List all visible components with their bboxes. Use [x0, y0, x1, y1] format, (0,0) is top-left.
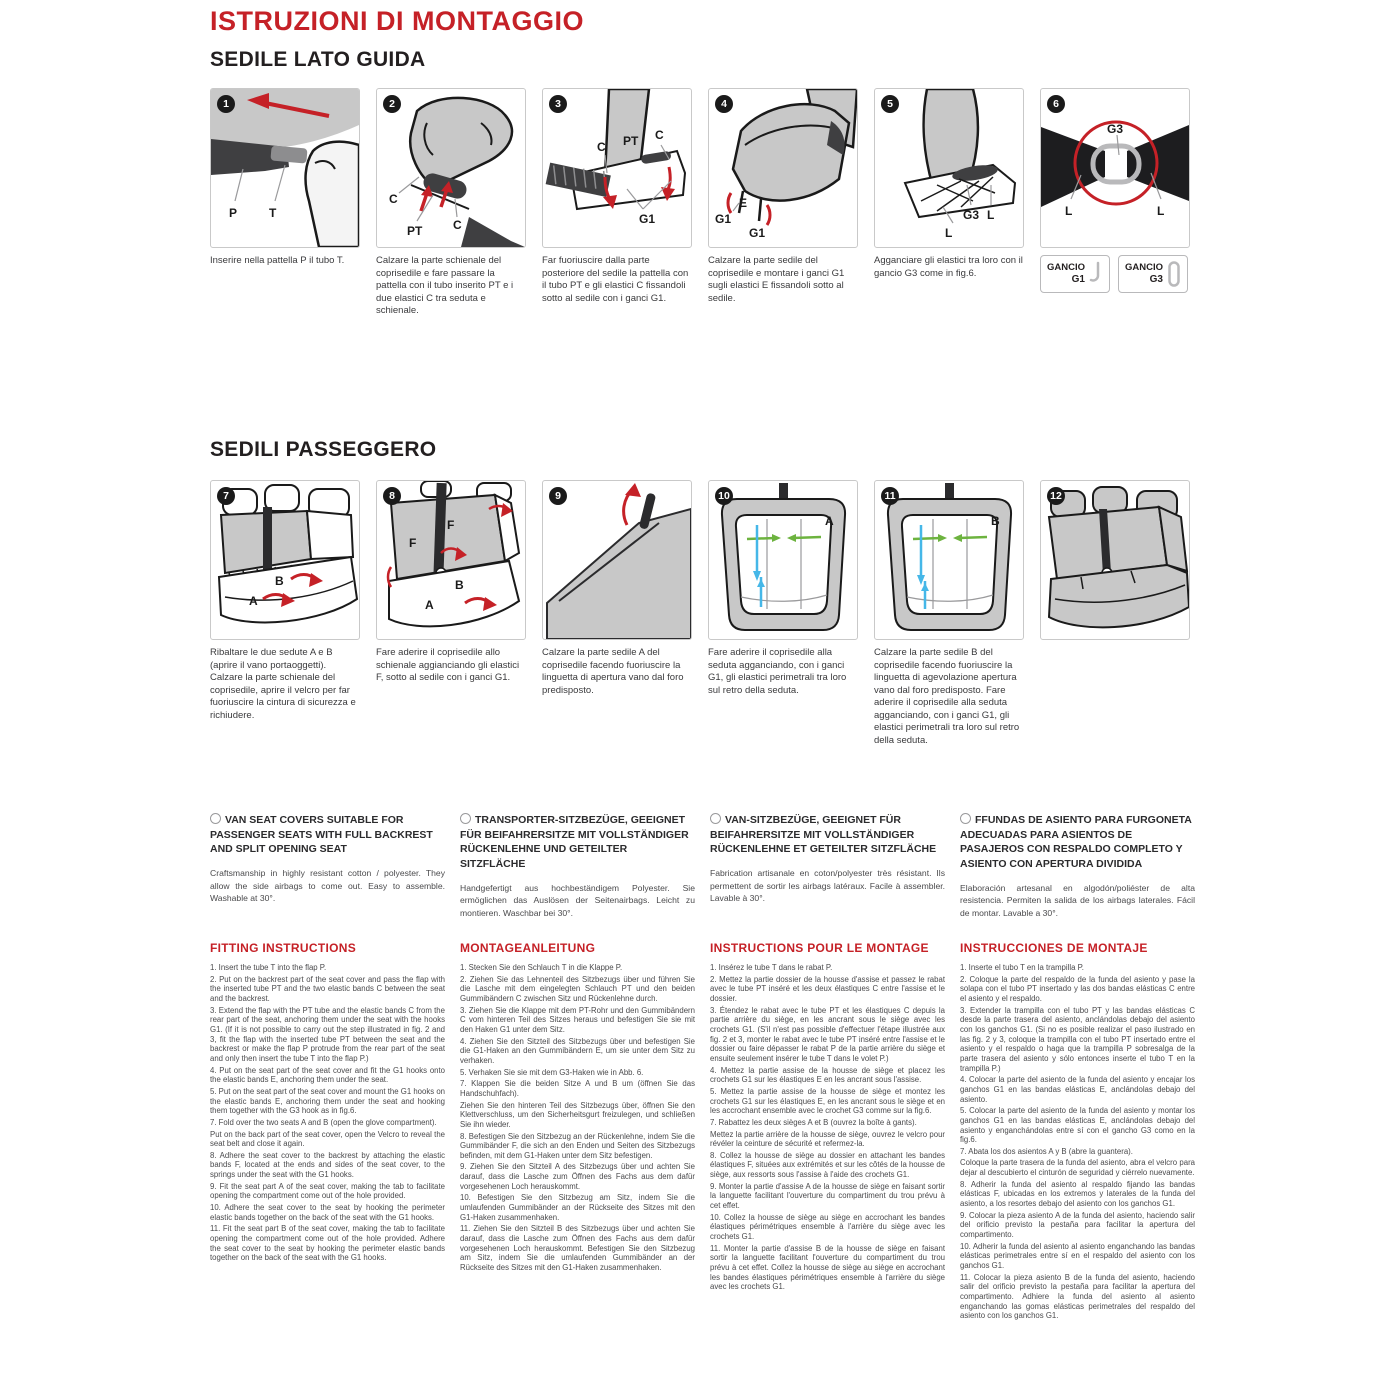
svg-text:F: F — [447, 518, 455, 532]
figure-8 — [376, 480, 526, 747]
panel-number-badge: 7 — [217, 487, 235, 505]
figure-4-illustration — [708, 88, 858, 248]
svg-text:G1: G1 — [749, 226, 766, 240]
panel-number-badge: 2 — [383, 95, 401, 113]
figure-6 — [1040, 88, 1190, 318]
svg-text:L: L — [1157, 204, 1165, 218]
svg-text:A: A — [249, 594, 258, 608]
panel-number-badge: 9 — [549, 487, 567, 505]
intro-column-fr — [710, 813, 945, 919]
driver-seat-panels — [210, 88, 1190, 318]
seat-back-elastics-illustration — [875, 89, 1023, 247]
instructions-es: INSTRUCCIONES DE MONTAJE 1. Inserte el tubo T en la trampilla P. 2. Coloque la parte del respaldo de la funda del asiento y pase la solapa con el tubo PT insertado y las dos bandas elásticas C entre el asiento y el respaldo. 3. Extender la trampilla con el tubo PT y las bandas elásticas C desde la parte trasera del asiento, anclándolas debajo del asiento con los ganchos G1. (Si no es posible realizar el paso ilustrado en las fig. 2 y 3, coloque la trampilla con el tubo PT insertado entre el asiento y el respaldo o haga que la trampilla P sobresalga de la parte trasera del asiento y sólo entonces inserte el tubo T en la trampilla P.) 4. Colocar la parte del asiento de la funda del asiento y encajar los ganchos G1 en las bandas elásticas E, anclándolas debajo del asiento. 5. Colocar la parte del asiento de la funda del asiento y montar los ganchos G1 en las bandas elásticas E, anclándolas debajo del asiento y enganchándolas entre sí con el gancho G3 como en la fig.6. 7. Abata los dos asientos A y B (abre la guantera). Coloque la parte trasera de la funda del asiento, abra el velcro para dejar al descubierto el cinturón de seguridad y ciérrelo nuevamente. 8. Adherir la funda del asiento al respaldo fijando las bandas elásticas F, ubicadas en los extremos y laterales de la funda del asiento, a los resortes debajo del asiento con los ganchos G1. 9. Colocar la pieza asiento A de la funda del asiento, haciendo salir del orificio previsto la pestaña para facilitar la apertura del compartimento. 10. Adherir la funda del asiento al asiento enganchando las bandas elásticas perimetrales entre sí en el respaldo del asiento con los ganchos G1. 11. Colocar la pieza asiento B de la funda del asiento, haciendo salir del orificio previsto la pestaña para facilitar la apertura del compartimento. Adhiere la funda del asiento al asiento enganchando las gomas elásticas perimetrales del respaldo del asiento con los ganchos G1. — [960, 941, 1195, 1321]
svg-text:C: C — [655, 128, 664, 142]
finished-bench-illustration — [1041, 481, 1189, 639]
panel-number-badge: 3 — [549, 95, 567, 113]
figure-4 — [708, 88, 858, 318]
cover-underside-a-illustration — [709, 481, 857, 639]
svg-text:PT: PT — [623, 134, 639, 148]
flag-icon-fr — [710, 813, 721, 824]
figure-10-illustration — [708, 480, 858, 640]
passenger-seat-panels — [210, 480, 1190, 747]
figure-9-caption: Calzare la parte sedile A del coprisedile facendo fuoriuscire la linguetta di apertura vano dal foro predisposto. — [542, 647, 684, 696]
figure-11-caption: Calzare la parte sedile B del coprisedile facendo fuoriuscire la linguetta di agevolazione apertura vano dal foro predisposto. Fare aderire il coprisedile alla seduta agganciando, con i ganci G1, gli elastici perimetrali tra loro sul retro della seduta. — [874, 647, 1020, 746]
instructions-heading-de: MONTAGEANLEITUNG — [460, 941, 596, 955]
figure-7-illustration — [210, 480, 360, 640]
panel-number-badge: 11 — [881, 487, 899, 505]
intro-column-es — [960, 813, 1195, 919]
language-intro-columns — [210, 813, 1195, 919]
svg-text:E: E — [739, 196, 748, 210]
g1-hook-icon — [1089, 261, 1103, 287]
backrest-cover-illustration — [377, 89, 525, 247]
figure-8-illustration — [376, 480, 526, 640]
intro-heading-es: FFUNDAS DE ASIENTO PARA FURGONETA ADECUADAS PARA ASIENTOS DE PASAJEROS CON RESPALDO COMPLETO Y ASIENTO CON APERTURA DIVIDIDA — [960, 814, 1192, 871]
figure-2-illustration — [376, 88, 526, 248]
panel-number-badge: 1 — [217, 95, 235, 113]
cover-tab-illustration — [543, 481, 691, 639]
svg-text:C: C — [389, 192, 398, 206]
g3-hook-link-illustration — [1041, 89, 1189, 247]
instructions-en: FITTING INSTRUCTIONS 1. Insert the tube T into the flap P. 2. Put on the backrest part of the seat cover and pass the flap with the inserted tube PT and the two elastic bands C between the seat and the backrest. 3. Extend the flap with the PT tube and the elastic bands C from the rear part of the seat, anchoring them under the seat with the hooks G1. (If it is not possible to carry out the step illustrated in fig. 2 and 3, fit the flap with the inserted tube PT between the seat and the backrest or make the flap P protrude from the rear part of the seat and only then insert the tube T into the flap P.) 4. Put on the seat part of the seat cover and fit the G1 hooks onto the elastic bands E, anchoring them under the seat. 5. Put on the seat part of the seat cover and mount the G1 hooks on the elastic bands E, anchoring them under the seat and hooking them together with the G3 hook as in fig.6. 7. Fold over the two seats A and B (open the glove compartment). Put on the back part of the seat cover, open the Velcro to reveal the seat belt and close it again. 8. Adhere the seat cover to the backrest by attaching the elastic bands F, located at the ends and sides of the seat cover, to the springs under the seat with the G1 hooks. 9. Fit the seat part A of the seat cover, making the tab to facilitate opening the compartment come out of the hole provided. 10. Adhere the seat cover to the seat by hooking the perimeter elastic bands together on the back of the seat with the G1 hooks. 11. Fit the seat part B of the seat cover, making the tab to facilitate opening the compartment come out of the hole provided. Adhere the seat cover to the seat by hooking the perimeter elastic bands together on the back of the seat with the G1 hooks. — [210, 941, 445, 1263]
figure-3-illustration — [542, 88, 692, 248]
svg-text:G3: G3 — [963, 208, 980, 222]
intro-body-en: Craftsmanship in highly resistant cotton / polyester. They allow the side airbags to come out. Easy to assemble. Washable at 30°. — [210, 868, 445, 903]
svg-text:B: B — [991, 514, 1000, 528]
panel-number-badge: 12 — [1047, 487, 1065, 505]
svg-text:L: L — [945, 226, 953, 240]
svg-text:G1: G1 — [715, 212, 732, 226]
svg-text:T: T — [269, 206, 277, 220]
panel-number-badge: 6 — [1047, 95, 1065, 113]
figure-1 — [210, 88, 360, 318]
instruction-columns — [210, 941, 1195, 1323]
svg-text:C: C — [597, 140, 606, 154]
figure-8-caption: Fare aderire il coprisedile allo schienale aggianciando gli elastici F, sotto al sedile con i ganci G1. — [376, 647, 520, 684]
svg-text:A: A — [425, 598, 434, 612]
intro-body-es: Elaboración artesanal en algodón/poliéster de alta resistencia. Permiten la salida de los airbags laterales. Fácil de montar. Lavable a 30°. — [960, 882, 1195, 918]
figure-10-caption: Fare aderire il coprisedile alla seduta agganciando, con i ganci G1, gli elastici perimetrali tra loro sul retro della seduta. — [708, 647, 847, 696]
svg-text:L: L — [987, 208, 995, 222]
seat-cushion-illustration — [709, 89, 857, 247]
section-title-driver-seat: SEDILE LATO GUIDA — [210, 48, 426, 71]
svg-text:G1: G1 — [639, 212, 656, 226]
figure-3 — [542, 88, 692, 318]
figure-12-illustration — [1040, 480, 1190, 640]
red-arrow-icon — [767, 205, 770, 225]
figure-2-caption: Calzare la parte schienale del coprisedile e fare passare la pattella con il tubo inserito PT e i due elastici C tra seduta e schienale. — [376, 255, 514, 317]
figure-7 — [210, 480, 360, 747]
bench-cover-elastics-illustration — [377, 481, 525, 639]
flag-icon-es — [960, 813, 971, 824]
intro-body-de: Handgefertigt aus hochbeständigem Polyester. Sie ermöglichen das Auslösen der Seitenairbags. Leicht zu montieren. Waschbar bei 30°. — [460, 882, 695, 918]
bench-seat-fold-illustration — [211, 481, 359, 639]
intro-column-de — [460, 813, 695, 919]
intro-heading-de: TRANSPORTER-SITZBEZÜGE, GEEIGNET FÜR BEIFAHRERSITZE MIT VOLLSTÄNDIGER RÜCKENLEHNE UND GETEILTER SITZFLÄCHE — [460, 814, 689, 871]
hook-legend-g3: GANCIO G3 — [1118, 255, 1188, 293]
intro-heading-fr: VAN-SITZBEZÜGE, GEEIGNET FÜR BEIFAHRERSITZE MIT VOLLSTÄNDIGER RÜCKENLEHNE ET GETEILTER SITZFLÄCHE — [710, 814, 937, 856]
seat-flap-illustration — [211, 89, 359, 247]
svg-text:C: C — [453, 218, 462, 232]
instructions-fr: INSTRUCTIONS POUR LE MONTAGE 1. Insérez le tube T dans le rabat P. 2. Mettez la partie dossier de la housse d'assise et passez le rabat avec le tube PT inséré et les deux élastiques C entre l'assise et le dossier. 3. Étendez le rabat avec le tube PT et les élastiques C depuis la partie arrière du siège, en les ancrant sous le siège avec les crochets G1. (S'il n'est pas possible d'effectuer l'étape illustrée aux fig. 2 et 3, monter le rabat avec le tube PT inséré entre l'assise et le dossier ou faire dépasser le rabat P de la partie arrière du siège et ensuite seulement insérer le tube T dans le volet P.) 4. Mettez la partie assise de la housse de siège et placez les crochets G1 sur les élastiques E en les ancrant sous l'assise. 5. Mettez la partie assise de la housse de siège et montez les crochets G1 sur les élastiques E, en les ancrant sous le siège et en les accrochant ensemble avec le crochet G3 comme sur la fig.6. 7. Rabattez les deux sièges A et B (ouvrez la boîte à gants). Mettez la partie arrière de la housse de siège, ouvrez le velcro pour révéler la ceinture de sécurité et refermez-la. 8. Collez la housse de siège au dossier en attachant les bandes élastiques F, situées aux extrémités et sur les côtés de la housse de siège, aux ressorts sous l'assise à l'aide des crochets G1. 9. Monter la partie d'assise A de la housse de siège en faisant sortir la languette facilitant l'ouverture du compartiment du trou prévu à cet effet. 10. Collez la housse de siège au siège en accrochant les bandes élastiques périmétriques ensemble à l'arrière du siège avec les crochets G1. 11. Monter la partie d'assise B de la housse de siège en faisant sortir la languette facilitant l'ouverture du compartiment du trou prévu à cet effet. Collez la housse de siège au siège en accrochant les bandes élastiques périmétriques ensemble à l'arrière du siège avec les crochets G1. — [710, 941, 945, 1292]
svg-text:P: P — [229, 206, 238, 220]
panel-number-badge: 8 — [383, 487, 401, 505]
instructions-heading-es: INSTRUCCIONES DE MONTAJE — [960, 941, 1148, 955]
svg-text:A: A — [825, 514, 834, 528]
figure-1-caption: Inserire nella pattella P il tubo T. — [210, 255, 345, 266]
figure-10 — [708, 480, 858, 747]
figure-7-caption: Ribaltare le due sedute A e B (aprire il vano portaoggetti). Calzare la parte schienale del coprisedile, aprire il velcro per far fuoriuscire la cintura di sicurezza e richiudere. — [210, 647, 356, 721]
figure-3-caption: Far fuoriuscire dalla parte posteriore del sedile la pattella con il tubo PT e gli elastici C fissandoli sotto al sedile con i ganci G1. — [542, 255, 689, 304]
figure-11-illustration — [874, 480, 1024, 640]
panel-number-badge: 5 — [881, 95, 899, 113]
cover-underside-b-illustration — [875, 481, 1023, 639]
flag-icon-de — [460, 813, 471, 824]
g3-ring-icon — [1167, 260, 1181, 288]
intro-body-fr: Fabrication artisanale en coton/polyester très résistant. Ils permettent de sortir les airbags latéraux. Facile à assembler. Lavable à 30°. — [710, 868, 945, 903]
hook-legend-g1: GANCIO G1 — [1040, 255, 1110, 293]
figure-5-caption: Agganciare gli elastici tra loro con il gancio G3 come in fig.6. — [874, 255, 1023, 279]
svg-text:PT: PT — [407, 224, 423, 238]
seat-rear-flap-illustration — [543, 89, 691, 247]
panel-number-badge: 4 — [715, 95, 733, 113]
instructions-heading-en: FITTING INSTRUCTIONS — [210, 941, 356, 955]
red-arrow-icon — [728, 193, 731, 213]
figure-2 — [376, 88, 526, 318]
figure-9-illustration — [542, 480, 692, 640]
svg-text:G3: G3 — [1107, 122, 1124, 136]
svg-text:F: F — [409, 536, 417, 550]
flag-icon-en — [210, 813, 221, 824]
figure-1-illustration — [210, 88, 360, 248]
svg-text:L: L — [1065, 204, 1073, 218]
instructions-de: MONTAGEANLEITUNG 1. Stecken Sie den Schlauch T in die Klappe P. 2. Ziehen Sie das Lehnenteil des Sitzbezugs über und führen Sie die Lasche mit dem eingelegten Schlauch PT und den beiden Gummibändern C zwischen Sitz und Rückenlehne durch. 3. Ziehen Sie die Klappe mit dem PT-Rohr und den Gummibändern C vom hinteren Teil des Sitzes heraus und befestigen Sie sie mit den Haken G1 unter dem Sitz. 4. Ziehen Sie den Sitzteil des Sitzbezugs über und befestigen Sie die G1-Haken an den Gummibändern E, um sie unter dem Sitz zu verhaken. 5. Verhaken Sie sie mit dem G3-Haken wie in Abb. 6. 7. Klappen Sie die beiden Sitze A und B um (öffnen Sie das Handschuhfach). Ziehen Sie den hinteren Teil des Sitzbezugs über, öffnen Sie den Klettverschluss, um den Sicherheitsgurt freizulegen, und schließen Sie ihn wieder. 8. Befestigen Sie den Sitzbezug an der Rückenlehne, indem Sie die Gummibänder F, die sich an den Enden und Seiten des Sitzbezugs befinden, mit dem G1-Haken unter dem Sitz befestigen. 9. Ziehen Sie den Sitzteil A des Sitzbezugs über und achten Sie darauf, dass die Lasche zum Öffnen des Fachs aus dem dafür vorgesehenen Loch herauskommt. 10. Befestigen Sie den Sitzbezug am Sitz, indem Sie die umlaufenden Gummibänder an der Rückseite des Sitzes mit den G1-Haken zusammenhaken. 11. Ziehen Sie den Sitzteil B des Sitzbezugs über und achten Sie darauf, dass die Lasche zum Öffnen des Fachs aus dem dafür vorgesehenen Loch herauskommt. Befestigen Sie den Sitzbezug am Sitz, indem Sie die umlaufenden Gummibänder an der Rückseite des Sitzes mit den G1-Haken zusammenhaken. — [460, 941, 695, 1273]
page-title: ISTRUZIONI DI MONTAGGIO — [210, 6, 584, 36]
svg-text:B: B — [275, 574, 284, 588]
red-arrow-icon — [388, 567, 391, 587]
panel-number-badge: 10 — [715, 487, 733, 505]
figure-11 — [874, 480, 1024, 747]
svg-text:B: B — [455, 578, 464, 592]
intro-heading-en: VAN SEAT COVERS SUITABLE FOR PASSENGER SEATS WITH FULL BACKREST AND SPLIT OPENING SEAT — [210, 814, 433, 856]
figure-5-illustration — [874, 88, 1024, 248]
figure-6-illustration — [1040, 88, 1190, 248]
intro-column-en — [210, 813, 445, 919]
section-title-passenger-seats: SEDILI PASSEGGERO — [210, 438, 437, 461]
figure-4-caption: Calzare la parte sedile del coprisedile e montare i ganci G1 sugli elastici E fissandoli sotto al sedile. — [708, 255, 845, 304]
figure-5 — [874, 88, 1024, 318]
instructions-heading-fr: INSTRUCTIONS POUR LE MONTAGE — [710, 941, 929, 955]
figure-9 — [542, 480, 692, 747]
figure-12 — [1040, 480, 1190, 747]
hook-legend — [1040, 255, 1190, 293]
